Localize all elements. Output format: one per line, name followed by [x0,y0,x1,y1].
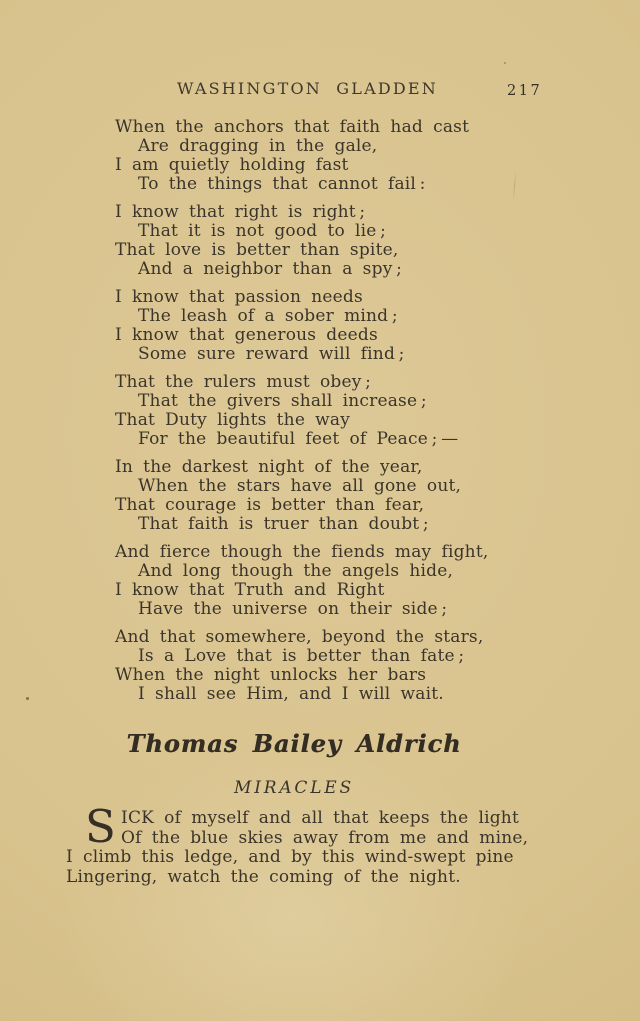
poem-line: Are dragging in the gale, [138,136,378,156]
poem-line: That faith is truer than doubt ; [138,514,429,534]
poem-line: That it is not good to lie ; [138,221,387,241]
poem-line: I climb this ledge, and by this wind-swept pine [66,847,514,867]
poem-line: I shall see Him, and I will wait. [138,684,444,704]
poem-line: Is a Love that is better than fate ; [138,646,465,666]
stanza [115,543,535,619]
poem-line: I know that right is right ; [115,202,366,222]
poem-line: That courage is better than fear, [115,495,425,515]
stanza [115,458,535,534]
poem-line: I know that passion needs [115,287,363,307]
stanza [115,628,535,704]
author-heading: Thomas Bailey Aldrich [126,729,462,758]
poem-line: Have the universe on their side ; [138,599,448,619]
poem-line: And fierce though the fiends may fight, [115,542,489,562]
poem-line: I know that generous deeds [115,325,378,345]
running-head [0,0,640,110]
poem-line: ICK of myself and all that keeps the light [121,808,519,828]
poem-line: I am quietly holding fast [115,155,349,175]
gladden-poem [115,118,535,713]
stanza [115,118,535,194]
poem-line: And a neighbor than a spy ; [138,259,403,279]
poem-line: Of the blue skies away from me and mine, [121,827,529,848]
poem-line: To the things that cannot fail : [138,174,426,194]
ink-speck [26,697,29,700]
poem-line: When the anchors that faith had cast [115,117,470,137]
poem-line: In the darkest night of the year, [115,457,423,477]
stanza [115,373,535,449]
poem-line: Lingering, watch the coming of the night. [66,866,461,887]
running-title: WASHINGTON GLADDEN [177,79,438,98]
poem-line: And that somewhere, beyond the stars, [115,627,484,647]
miracles-poem [66,800,566,887]
poem-line: And long though the angels hide, [138,561,454,581]
poem-line: When the night unlocks her bars [115,665,427,685]
drop-cap-letter: S [85,800,117,853]
poem-line: For the beautiful feet of Peace ; — [138,429,459,449]
poem-title: MIRACLES [234,778,354,798]
stanza [115,288,535,364]
poem-line: I know that Truth and Right [115,580,385,600]
poem-line: That love is better than spite, [115,240,399,260]
poem-line: Some sure reward will find ; [138,344,405,364]
poem-line: That the rulers must obey ; [115,372,372,392]
poem-line: That Duty lights the way [115,410,351,430]
stanza [115,203,535,279]
poem-line: The leash of a sober mind ; [138,306,398,326]
poem-line: That the givers shall increase ; [138,391,427,411]
poem-line: When the stars have all gone out, [138,476,462,496]
ink-speck [504,62,506,64]
page-number: 217 [507,83,543,99]
